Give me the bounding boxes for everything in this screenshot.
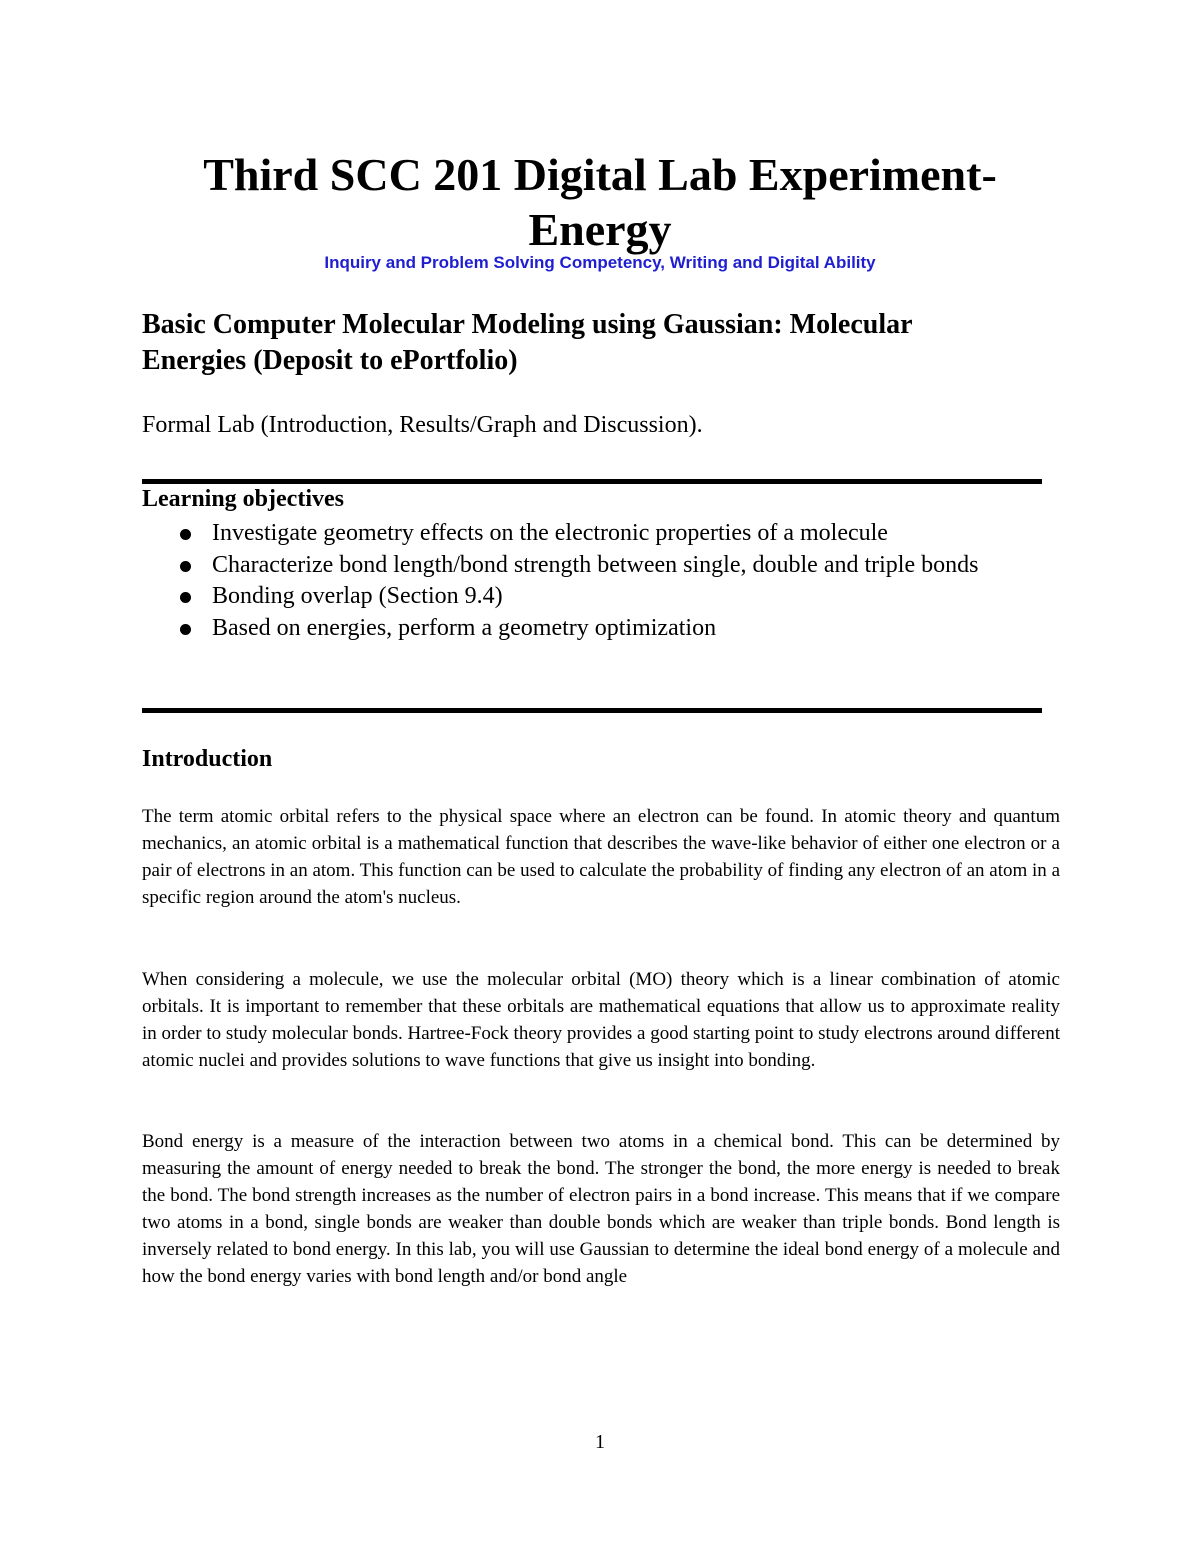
introduction-paragraph-2: When considering a molecule, we use the molecular orbital (MO) theory which is a linear combination of atomic orbitals. It is important to remember that these orbitals are mathematical equations that allow us to approximate reality in order to study molecular bonds. Hartree-Fock theory provides a good starting point to study electrons around different atomic nuclei and provides solutions to wave functions that give us insight into bonding. — [142, 969, 1060, 1071]
competency-subtitle: Inquiry and Problem Solving Competency, Writing and Digital Ability — [324, 253, 876, 272]
objective-item — [142, 518, 1042, 550]
bullet-icon — [180, 561, 191, 572]
objective-item — [142, 550, 1042, 582]
objective-item — [142, 581, 1042, 613]
introduction-paragraph-3: Bond energy is a measure of the interaction between two atoms in a chemical bond. This can be determined by measuring the amount of energy needed to break the bond. The stronger the bond, the more energy is needed to break the bond. The bond strength increases as the number of electron pairs in a bond increase. This means that if we compare two atoms in a bond, single bonds are weaker than double bonds which are weaker than triple bonds. Bond length is inversely related to bond energy. In this lab, you will use Gaussian to determine the ideal bond energy of a molecule and how the bond energy varies with bond length and/or bond angle — [142, 1131, 1060, 1287]
formal-lab-note: Formal Lab (Introduction, Results/Graph and Discussion). — [142, 412, 703, 438]
section-heading-line-2: Energies (Deposit to ePortfolio) — [142, 345, 518, 376]
horizontal-rule-top — [142, 479, 1042, 484]
objective-text: Characterize bond length/bond strength between single, double and triple bonds — [212, 551, 979, 578]
objective-text: Investigate geometry effects on the electronic properties of a molecule — [212, 520, 888, 546]
section-heading-line-1: Basic Computer Molecular Modeling using Gaussian: Molecular — [142, 309, 913, 340]
bullet-icon — [180, 529, 191, 540]
objective-text: Bonding overlap (Section 9.4) — [212, 583, 503, 609]
document-title-line-2: Energy — [528, 204, 672, 255]
learning-objectives-list — [142, 518, 1042, 644]
bullet-icon — [180, 624, 191, 635]
horizontal-rule-bottom — [142, 708, 1042, 713]
bullet-icon — [180, 592, 191, 603]
objective-text: Based on energies, perform a geometry optimization — [212, 614, 717, 641]
page-number: 1 — [595, 1431, 605, 1453]
document-title-line-1: Third SCC 201 Digital Lab Experiment- — [203, 149, 997, 200]
objective-item — [142, 613, 1042, 645]
learning-objectives-heading: Learning objectives — [142, 486, 344, 512]
introduction-heading: Introduction — [142, 746, 273, 772]
introduction-paragraph-1: The term atomic orbital refers to the physical space where an electron can be found. In atomic theory and quantum mechanics, an atomic orbital is a mathematical function that describes the wave-like behavior of either one electron or a pair of electrons in an atom. This function can be used to calculate the probability of finding any electron of an atom in a specific region around the atom's nucleus. — [142, 806, 1060, 908]
